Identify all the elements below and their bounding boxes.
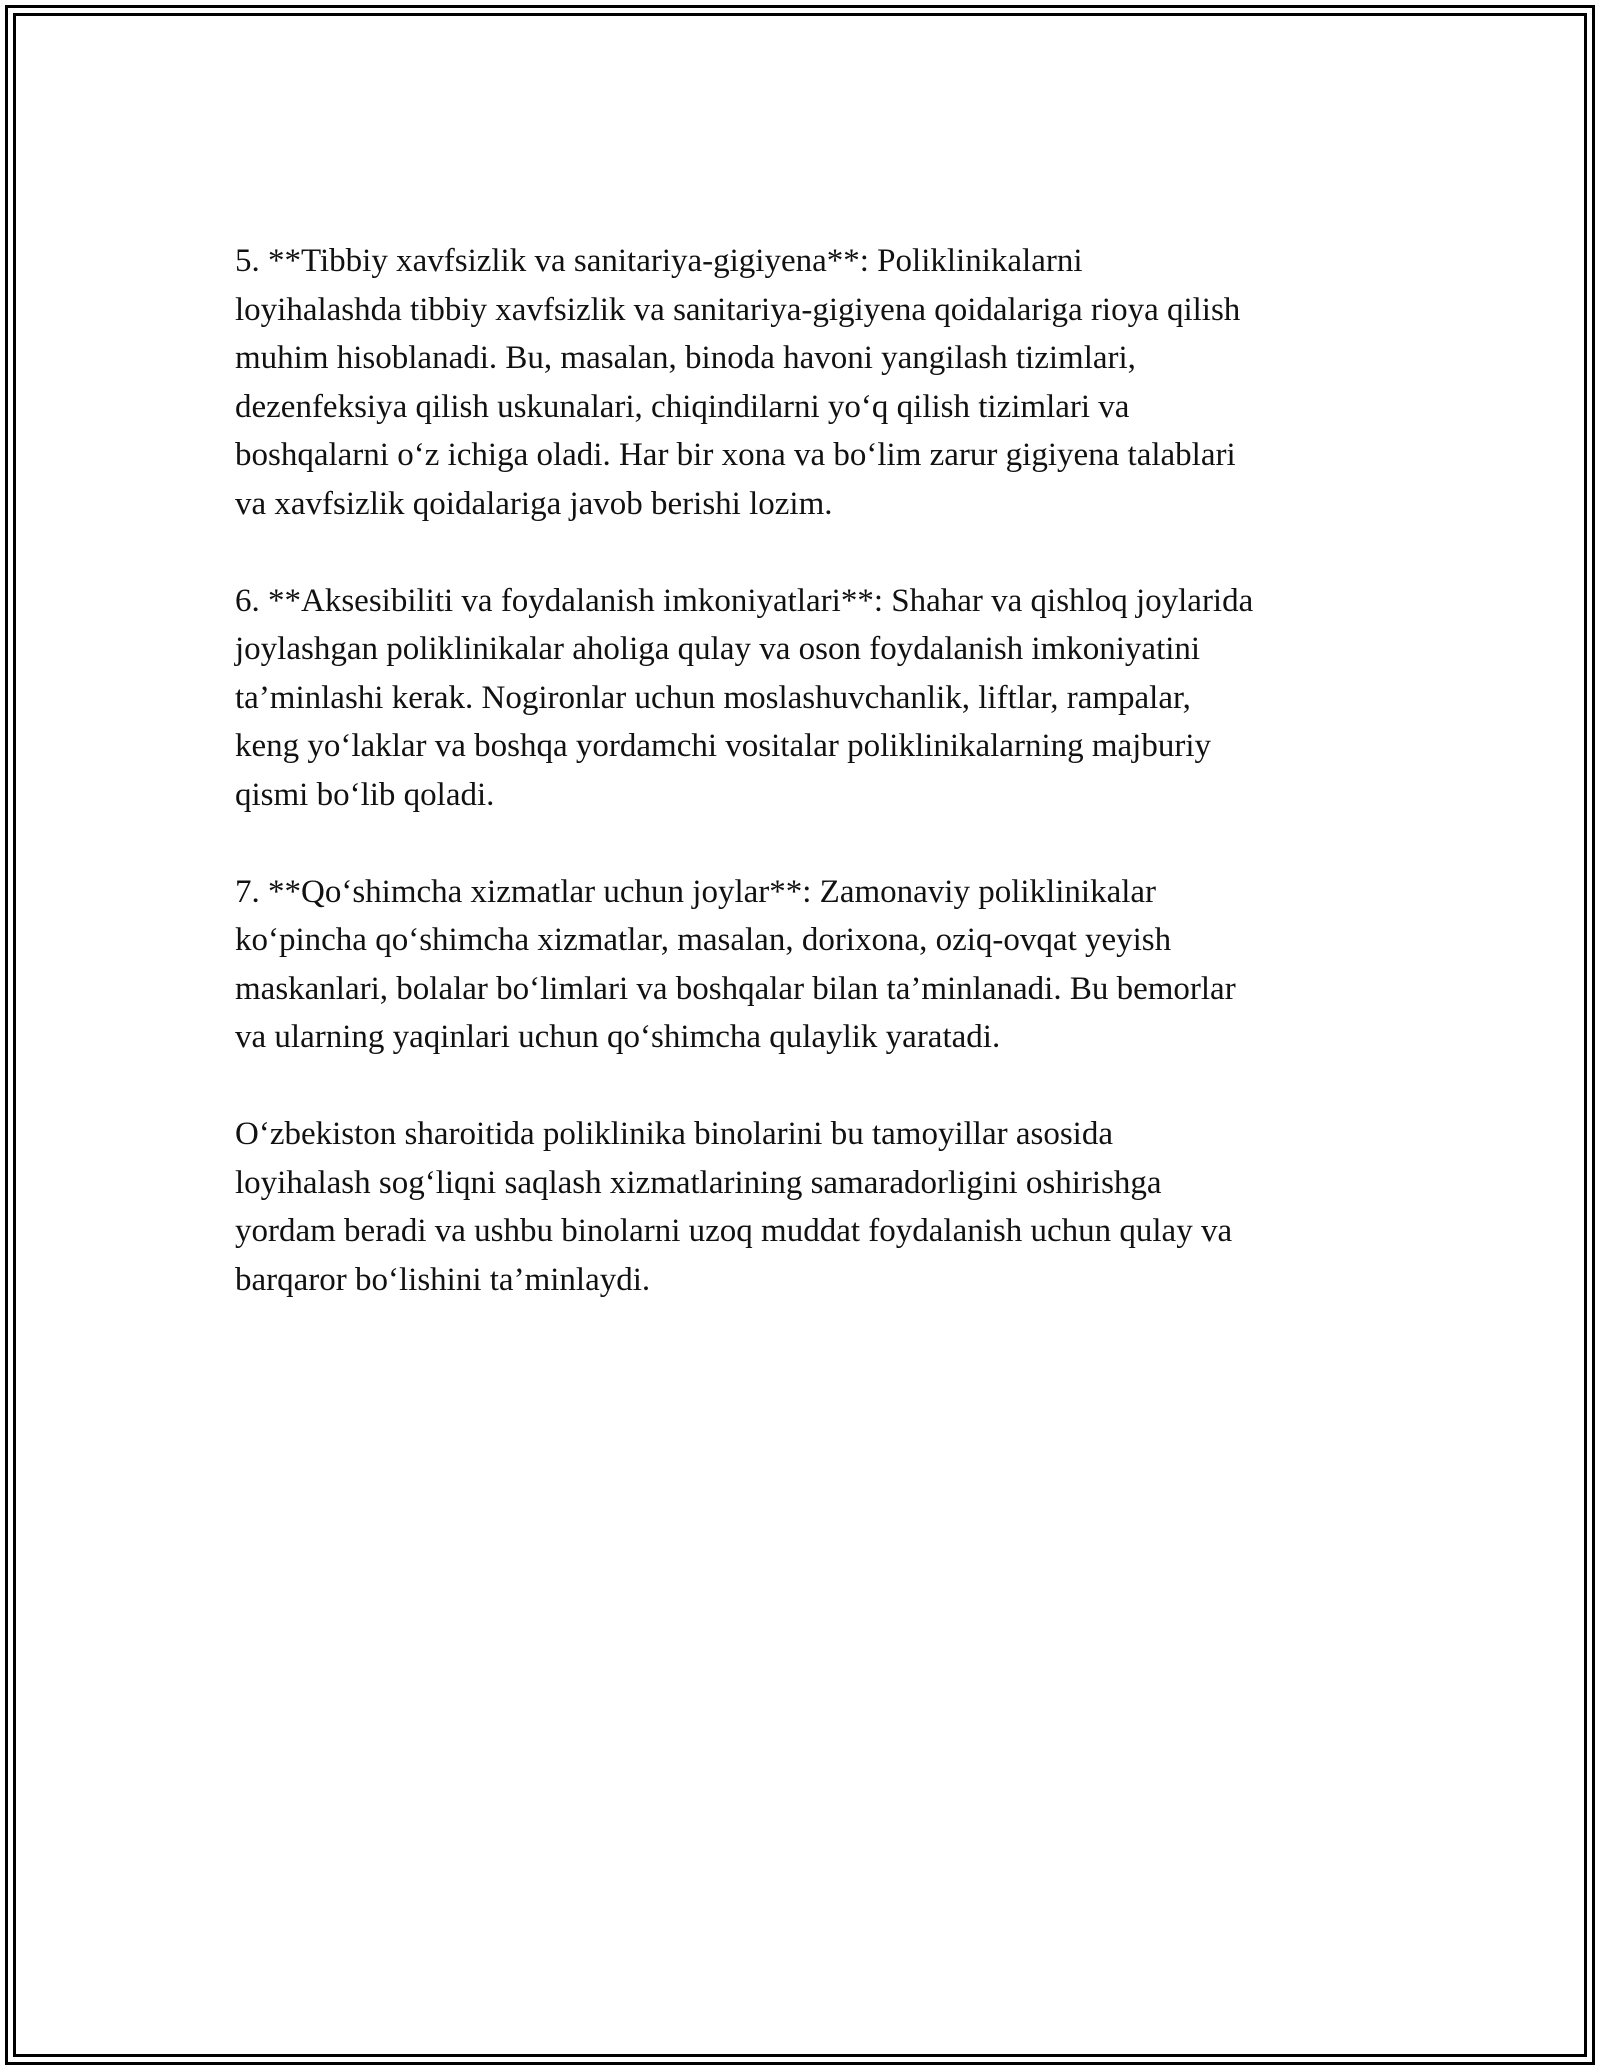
paragraph-line: ta’minlashi kerak. Nogironlar uchun moslashuvchanlik, liftlar, rampalar, — [235, 679, 1191, 716]
paragraph-section-5 — [235, 237, 1385, 528]
paragraph-line: yordam beradi va ushbu binolarni uzoq muddat foydalanish uchun qulay va — [235, 1213, 1233, 1249]
paragraph-conclusion — [235, 1110, 1385, 1304]
paragraph-line: keng yo‘laklar va boshqa yordamchi vositalar poliklinikalarning majburiy — [235, 728, 1211, 764]
paragraph-line: 7. **Qo‘shimcha xizmatlar uchun joylar**: Zamonaviy poliklinikalar — [235, 873, 1157, 910]
paragraph-line: dezenfeksiya qilish uskunalari, chiqindilarni yo‘q qilish tizimlari va — [235, 388, 1130, 425]
paragraph-line: boshqalarni o‘z ichiga oladi. Har bir xona va bo‘lim zarur gigiyena talablari — [235, 437, 1236, 473]
paragraph-line: joylashgan poliklinikalar aholiga qulay va oson foydalanish imkoniyatini — [235, 631, 1201, 667]
paragraph-line: loyihalashda tibbiy xavfsizlik va sanitariya-gigiyena qoidalariga rioya qilish — [235, 291, 1241, 328]
paragraph-line: va ularning yaqinlari uchun qo‘shimcha qulaylik yaratadi. — [235, 1019, 1001, 1055]
paragraph-line: qismi bo‘lib qoladi. — [235, 776, 495, 813]
document-body — [235, 237, 1385, 1304]
paragraph-spacer — [235, 1062, 1385, 1111]
paragraph-line: muhim hisoblanadi. Bu, masalan, binoda havoni yangilash tizimlari, — [235, 340, 1136, 376]
paragraph-line: barqaror bo‘lishini ta’minlaydi. — [235, 1261, 651, 1298]
paragraph-line: maskanlari, bolalar bo‘limlari va boshqalar bilan ta’minlanadi. Bu bemorlar — [235, 970, 1236, 1007]
paragraph-line: ko‘pincha qo‘shimcha xizmatlar, masalan, dorixona, oziq-ovqat yeyish — [235, 922, 1172, 958]
paragraph-section-6 — [235, 577, 1385, 820]
paragraph-line: 5. **Tibbiy xavfsizlik va sanitariya-gigiyena**: Poliklinikalarni — [235, 243, 1083, 279]
paragraph-line: va xavfsizlik qoidalariga javob berishi lozim. — [235, 485, 833, 522]
paragraph-section-7 — [235, 868, 1385, 1062]
paragraph-spacer — [235, 819, 1385, 868]
paragraph-line: O‘zbekiston sharoitida poliklinika binolarini bu tamoyillar asosida — [235, 1116, 1113, 1152]
paragraph-spacer — [235, 528, 1385, 577]
paragraph-line: 6. **Aksesibiliti va foydalanish imkoniyatlari**: Shahar va qishloq joylarida — [235, 582, 1254, 619]
paragraph-line: loyihalash sog‘liqni saqlash xizmatlarining samaradorligini oshirishga — [235, 1164, 1162, 1201]
